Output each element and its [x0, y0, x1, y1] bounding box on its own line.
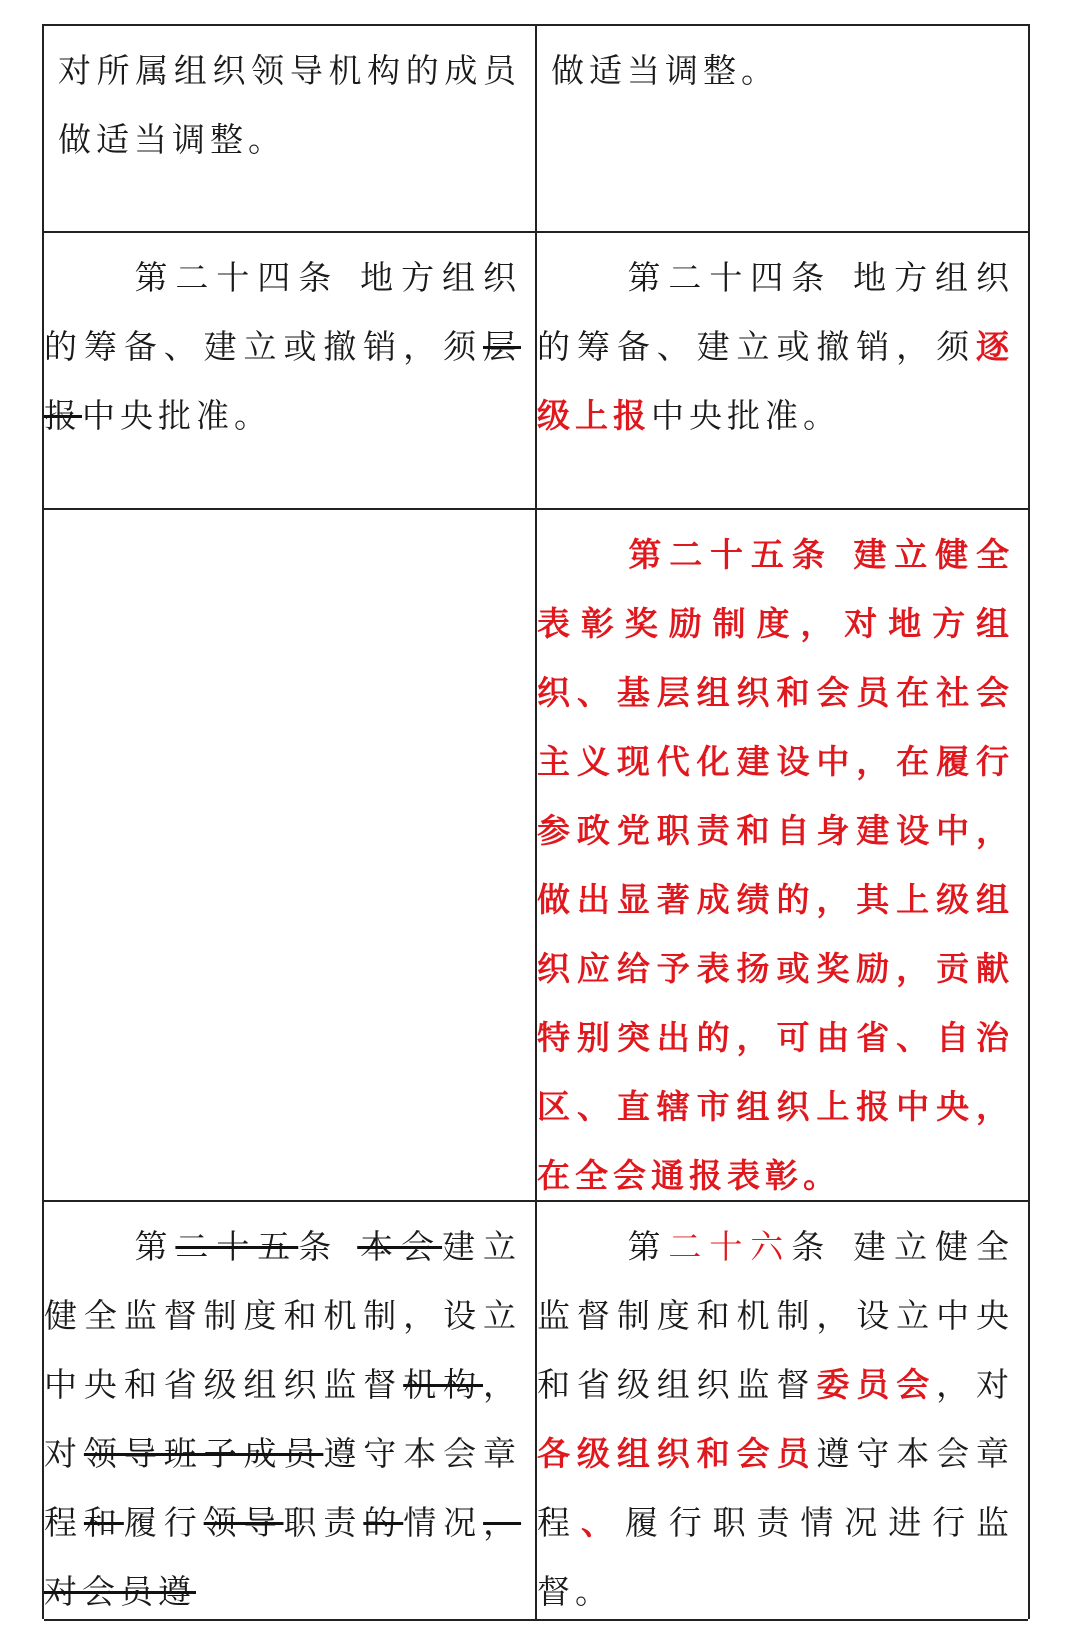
deleted-text: 机构: [403, 1365, 484, 1404]
article-number: 第二十四条: [134, 258, 340, 297]
new-text: 条: [791, 1227, 833, 1266]
old-text-cell: [44, 26, 537, 231]
new-text: 第: [627, 1227, 669, 1266]
deleted-text: 和: [83, 1503, 124, 1542]
deleted-text: ，对会员遵: [44, 1503, 522, 1611]
old-text: 职责: [283, 1503, 364, 1542]
deleted-text: 本会: [357, 1227, 443, 1266]
table-row: [44, 233, 1028, 510]
new-text: 做适当调整。: [551, 51, 779, 90]
table-row: [44, 510, 1028, 1202]
new-text: 遵守本会章程: [537, 1434, 1015, 1542]
old-text-cell: [44, 1202, 537, 1619]
old-text: 遵守本会章程: [44, 1434, 522, 1542]
new-text-cell: [537, 1202, 1028, 1619]
new-text: 中央批准。: [651, 396, 841, 435]
old-text-cell: [44, 233, 537, 508]
old-text: 建立健全监督制度和机制，设立中央和省级组织监督: [44, 1227, 522, 1404]
article-number: 第二十五条: [628, 535, 833, 574]
table-row: [44, 26, 1028, 233]
added-text: 建立健全表彰奖励制度，对地方组织、基层组织和会员在社会主义现代化建设中，在履行参政党职责和自身建设中，做出显著成绩的，其上级组织应给予表扬或奖励，贡献特别突出的，可由省、自治区、直辖市组织上报中央，在全会通报表彰。: [537, 535, 1014, 1195]
new-text: 地方组织的筹备、建立或撤销，须: [537, 258, 1015, 366]
added-text: 各级组织和会员: [537, 1434, 817, 1473]
added-text: 二十六: [668, 1227, 792, 1266]
deleted-text: 层报: [44, 327, 521, 435]
old-text-cell: [44, 510, 537, 1200]
old-text: 履行: [123, 1503, 204, 1542]
old-text: 地方组织的筹备、建立或撤销，须: [44, 258, 522, 366]
new-text-cell: [537, 26, 1028, 231]
new-text: 履行职责情况进行监督。: [537, 1503, 1015, 1611]
added-text: 逐级上报: [537, 327, 1014, 435]
new-text-cell: [537, 233, 1028, 508]
old-text: 情况: [403, 1503, 484, 1542]
deleted-text: 领导: [203, 1503, 284, 1542]
deleted-text: 的: [363, 1503, 404, 1542]
old-text: 条: [298, 1227, 340, 1266]
deleted-text: 领导班子成员: [83, 1434, 324, 1473]
comparison-table: [42, 24, 1030, 1619]
deleted-text: 二十五: [175, 1227, 299, 1266]
table-row: [44, 1202, 1028, 1621]
added-text: 委员会: [816, 1365, 937, 1404]
old-text: 对所属组织领导机构的成员做适当调整。: [58, 51, 521, 159]
old-text: ，对: [44, 1365, 522, 1473]
new-text: ，对: [936, 1365, 1015, 1404]
new-text-cell: [537, 510, 1028, 1200]
old-text: 第: [134, 1227, 176, 1266]
article-number: 第二十四条: [627, 258, 833, 297]
new-text: 建立健全监督制度和机制，设立中央和省级组织监督: [537, 1227, 1015, 1404]
added-text: 、: [580, 1503, 625, 1542]
old-text: 中央批准。: [82, 396, 272, 435]
